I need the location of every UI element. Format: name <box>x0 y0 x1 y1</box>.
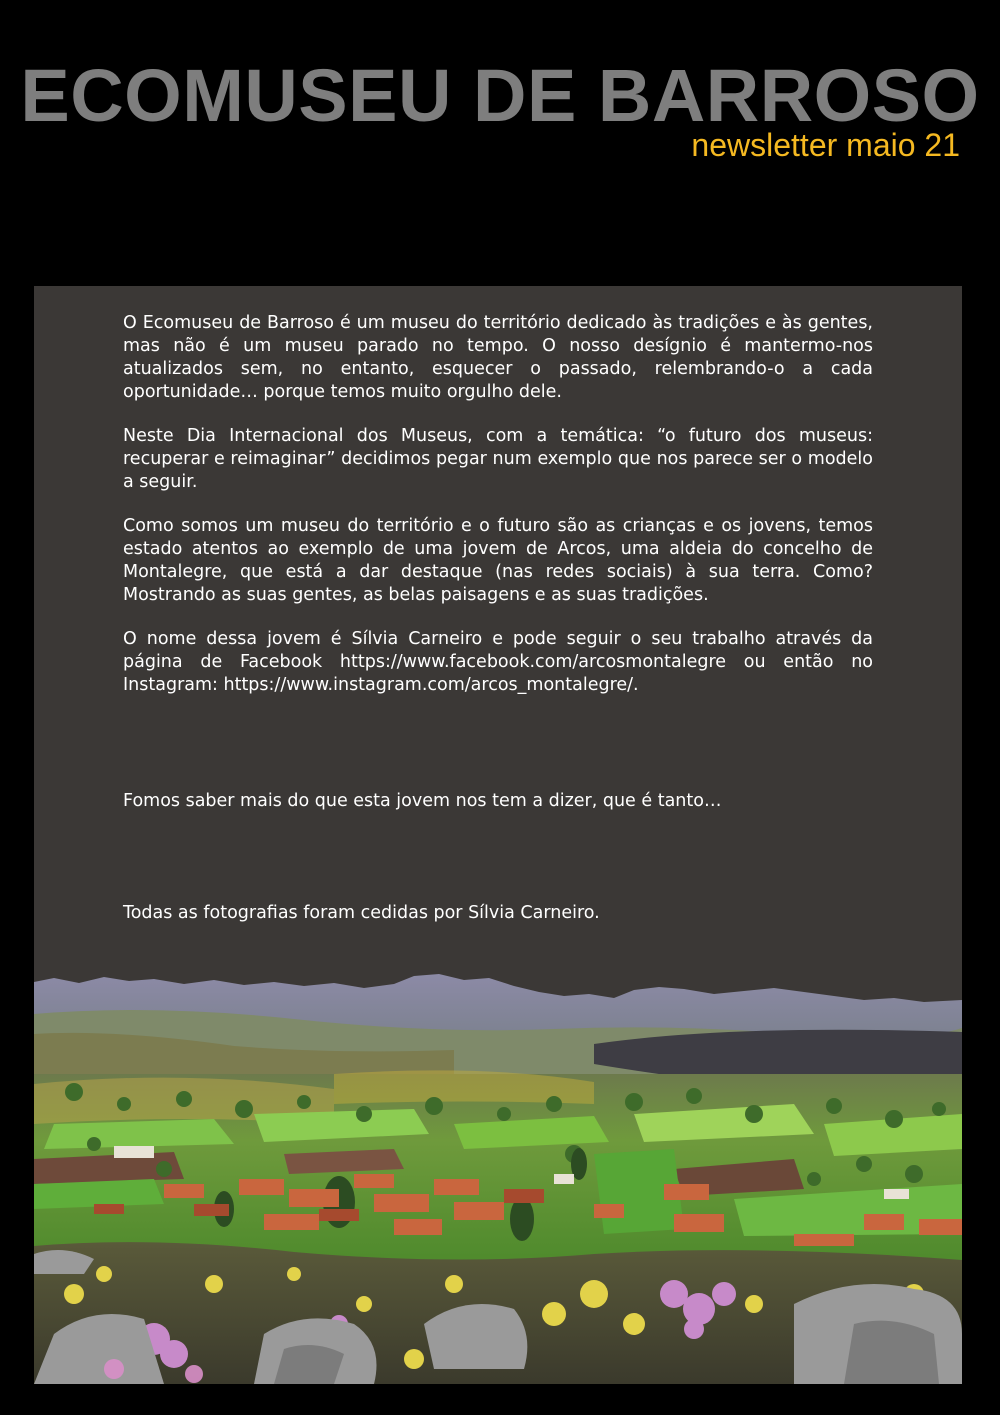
article-panel <box>34 286 962 1384</box>
teaser-text: Fomos saber mais do que esta jovem nos tem a dizer, que é tanto… <box>123 791 722 811</box>
newsletter-edition: newsletter maio 21 <box>691 127 960 163</box>
arcos-paragraph: Como somos um museu do território e o futuro são as crianças e os jovens, temos estado atentos ao exemplo de uma jovem de Arcos, uma aldeia do concelho de Montalegre, que está a dar destaque (nas redes sociais) à sua terra. Como? Mostrando as suas gentes, as belas paisagens e as suas tradições. <box>123 516 873 605</box>
museum-day-paragraph: Neste Dia Internacional dos Museus, com a temática: “o futuro dos museus: recuperar e reimaginar” decidimos pegar num exemplo que nos parece ser o modelo a seguir. <box>123 426 873 492</box>
landscape-photo <box>34 974 962 1384</box>
photo-credit: Todas as fotografias foram cedidas por Sílvia Carneiro. <box>123 903 600 923</box>
intro-paragraph: O Ecomuseu de Barroso é um museu do território dedicado às tradições e às gentes, mas não é um museu parado no tempo. O nosso desígnio é mantermo-nos atualizados sem, no entanto, esquecer o passado, relembrando-o a cada oportunidade… porque temos muito orgulho dele. <box>123 313 873 402</box>
page-title: ECOMUSEU DE BARROSO <box>20 54 980 137</box>
social-links-paragraph: O nome dessa jovem é Sílvia Carneiro e pode seguir o seu trabalho através da página de Facebook https://www.facebook.com/arcosmontalegre ou então no Instagram: https://www.instagram.com/arcos_montalegre/. <box>123 629 873 695</box>
article-body <box>123 312 873 718</box>
